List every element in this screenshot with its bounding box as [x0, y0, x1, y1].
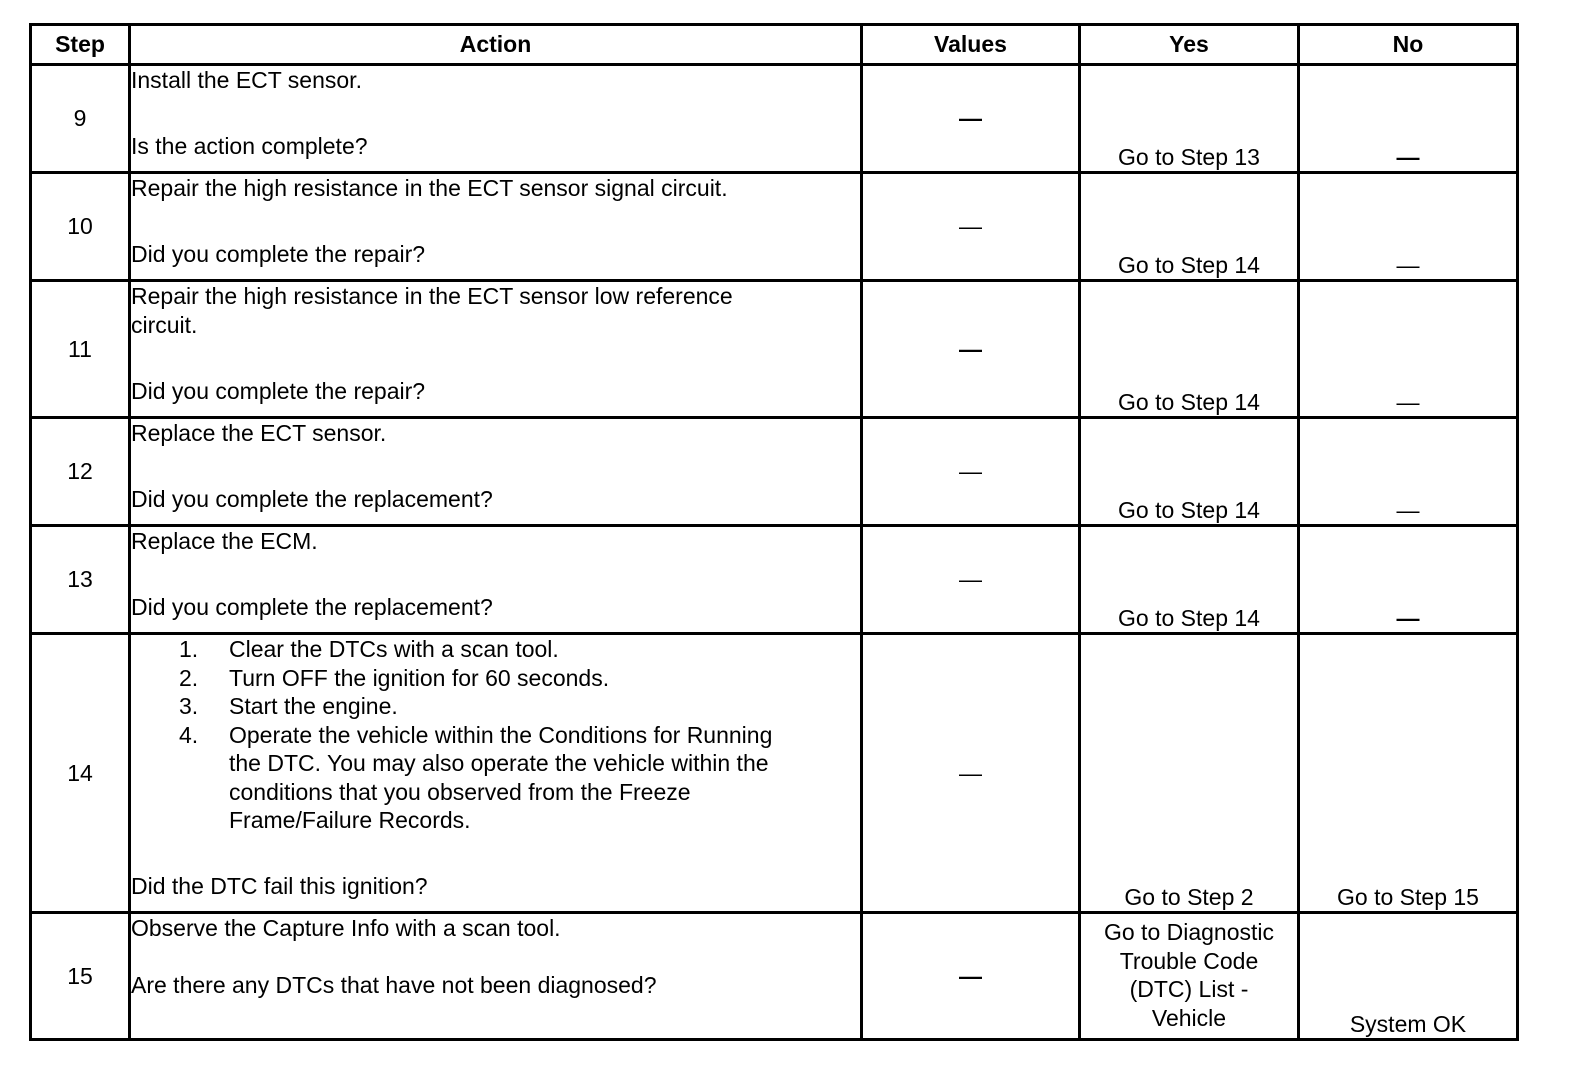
yes-cell: Go to Step 14 — [1080, 281, 1299, 418]
no-cell — [1299, 526, 1518, 634]
substep-number: 4. — [179, 721, 199, 748]
header-values: Values — [862, 25, 1080, 65]
values-dash: — — [959, 759, 982, 786]
substep-text: Start the engine. — [229, 693, 398, 719]
values-cell — [862, 526, 1080, 634]
step-number: 14 — [31, 634, 130, 913]
substep-line: conditions that you observed from the Freeze — [229, 778, 691, 805]
action-question: Did you complete the replacement? — [131, 593, 493, 620]
action-cell — [130, 634, 862, 913]
yes-cell: Go to Step 2 — [1080, 634, 1299, 913]
diagnostic-table — [29, 23, 1519, 1041]
yes-line: Go to Diagnostic — [1103, 919, 1275, 945]
action-text: circuit. — [131, 311, 198, 338]
step-number: 15 — [31, 913, 130, 1040]
action-text: Install the ECT sensor. — [131, 67, 362, 93]
no-cell: System OK — [1299, 913, 1518, 1040]
table-row — [31, 65, 1518, 173]
yes-cell — [1080, 913, 1299, 1040]
no-cell — [1299, 65, 1518, 173]
substep-text — [229, 721, 860, 835]
header-no: No — [1299, 25, 1518, 65]
substep-item — [179, 721, 860, 835]
values-cell — [862, 173, 1080, 281]
yes-line: Trouble Code — [1119, 947, 1259, 974]
values-dash: — — [959, 962, 982, 989]
values-dash: — — [959, 458, 982, 485]
table-row — [31, 418, 1518, 526]
step-number: 9 — [31, 65, 130, 173]
no-dash: — — [1396, 143, 1420, 170]
action-question: Did you complete the repair? — [131, 377, 426, 404]
table-row — [31, 281, 1518, 418]
table-row — [31, 634, 1518, 913]
substep-item — [179, 664, 860, 693]
values-dash: — — [959, 105, 982, 132]
values-cell — [862, 281, 1080, 418]
substep-number: 3. — [179, 693, 199, 719]
action-text: Replace the ECM. — [131, 528, 318, 554]
header-step: Step — [31, 25, 130, 65]
action-cell — [130, 281, 862, 418]
action-question: Is the action complete? — [131, 132, 368, 159]
yes-cell: Go to Step 14 — [1080, 173, 1299, 281]
no-dash: — — [1396, 251, 1420, 278]
action-question: Did you complete the repair? — [131, 240, 426, 267]
step-number: 11 — [31, 281, 130, 418]
substep-line: Frame/Failure Records. — [229, 807, 471, 833]
action-question: Are there any DTCs that have not been diagnosed? — [131, 971, 657, 998]
yes-line: (DTC) List - — [1129, 976, 1249, 1002]
values-cell — [862, 65, 1080, 173]
action-question: Did you complete the replacement? — [131, 485, 493, 512]
action-question: Did the DTC fail this ignition? — [131, 872, 428, 899]
values-dash: — — [959, 335, 982, 362]
substep-item — [179, 635, 860, 664]
action-text: Repair the high resistance in the ECT sensor low reference — [131, 283, 733, 309]
no-dash: — — [1396, 388, 1420, 415]
header-action: Action — [130, 25, 862, 65]
substep-text: Clear the DTCs with a scan tool. — [229, 636, 559, 662]
substep-list — [131, 635, 860, 835]
action-text: Replace the ECT sensor. — [131, 420, 387, 446]
yes-cell: Go to Step 14 — [1080, 526, 1299, 634]
values-cell — [862, 418, 1080, 526]
no-cell — [1299, 173, 1518, 281]
table-row — [31, 526, 1518, 634]
no-dash: — — [1396, 604, 1420, 631]
no-cell — [1299, 281, 1518, 418]
action-text: Repair the high resistance in the ECT sensor signal circuit. — [131, 175, 728, 201]
values-cell — [862, 634, 1080, 913]
header-row — [31, 25, 1518, 65]
table-row — [31, 913, 1518, 1040]
step-number: 10 — [31, 173, 130, 281]
substep-item — [179, 692, 860, 721]
values-dash: — — [959, 566, 982, 593]
substep-number: 1. — [179, 636, 199, 662]
yes-cell: Go to Step 14 — [1080, 418, 1299, 526]
no-cell — [1299, 418, 1518, 526]
no-dash: — — [1396, 496, 1420, 523]
substep-number: 2. — [179, 664, 199, 691]
step-number: 13 — [31, 526, 130, 634]
yes-line: Vehicle — [1151, 1004, 1227, 1031]
table-row — [31, 173, 1518, 281]
action-text: Observe the Capture Info with a scan tool. — [131, 915, 561, 941]
no-cell: Go to Step 15 — [1299, 634, 1518, 913]
substep-text: Turn OFF the ignition for 60 seconds. — [229, 664, 610, 691]
action-cell — [130, 913, 862, 1040]
step-number: 12 — [31, 418, 130, 526]
action-cell — [130, 418, 862, 526]
yes-cell: Go to Step 13 — [1080, 65, 1299, 173]
values-dash: — — [959, 213, 982, 240]
action-cell — [130, 65, 862, 173]
substep-line: Operate the vehicle within the Conditions for Running — [229, 721, 773, 748]
substep-line: the DTC. You may also operate the vehicle within the — [229, 750, 769, 776]
header-yes: Yes — [1080, 25, 1299, 65]
action-cell — [130, 526, 862, 634]
values-cell — [862, 913, 1080, 1040]
action-cell — [130, 173, 862, 281]
